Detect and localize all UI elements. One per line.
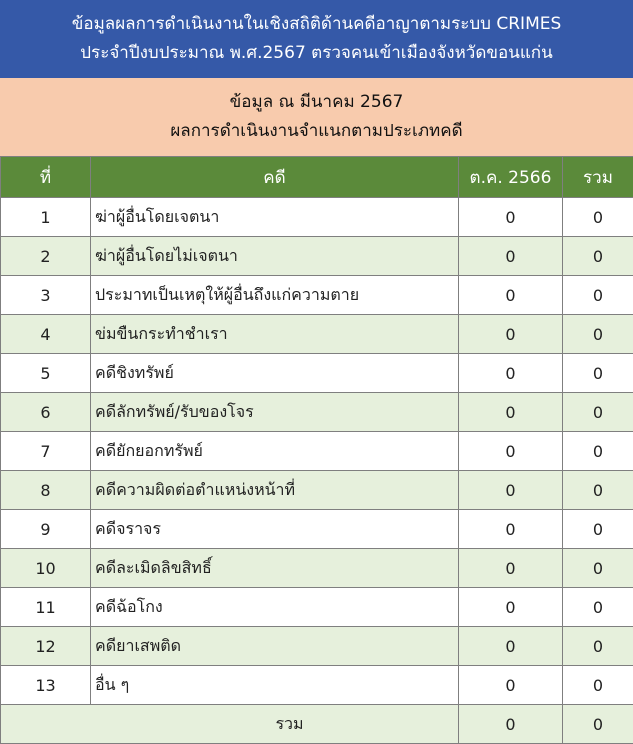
report-title-block	[0, 0, 633, 78]
table-row	[1, 276, 633, 315]
table-row	[1, 198, 633, 237]
row-oct-value: 0	[459, 276, 563, 315]
row-total-value: 0	[563, 588, 633, 627]
row-case-type: ฆ่าผู้อื่นโดยเจตนา	[91, 198, 459, 237]
row-case-type: ประมาทเป็นเหตุให้ผู้อื่นถึงแก่ความตาย	[91, 276, 459, 315]
row-oct-value: 0	[459, 354, 563, 393]
row-oct-value: 0	[459, 237, 563, 276]
row-case-type: คดีชิงทรัพย์	[91, 354, 459, 393]
case-statistics-table	[0, 156, 633, 744]
row-number: 1	[1, 198, 91, 237]
row-total-value: 0	[563, 432, 633, 471]
row-number: 12	[1, 627, 91, 666]
table-body	[1, 198, 633, 705]
table-row	[1, 315, 633, 354]
row-number: 13	[1, 666, 91, 705]
row-case-type: ฆ่าผู้อื่นโดยไม่เจตนา	[91, 237, 459, 276]
column-header-case: คดี	[91, 157, 459, 198]
row-number: 8	[1, 471, 91, 510]
total-sum-value: 0	[563, 705, 633, 744]
table-row	[1, 510, 633, 549]
row-number: 4	[1, 315, 91, 354]
table-row	[1, 354, 633, 393]
row-total-value: 0	[563, 510, 633, 549]
column-header-total: รวม	[563, 157, 633, 198]
row-oct-value: 0	[459, 510, 563, 549]
column-header-oct-2566: ต.ค. 2566	[459, 157, 563, 198]
row-number: 6	[1, 393, 91, 432]
report-title-line1: ข้อมูลผลการดำเนินงานในเชิงสถิติด้านคดีอาญาตามระบบ CRIMES	[0, 10, 633, 39]
report-subtitle-block	[0, 78, 633, 156]
row-case-type: คดีความผิดต่อตำแหน่งหน้าที่	[91, 471, 459, 510]
report-date: ข้อมูล ณ มีนาคม 2567	[0, 88, 633, 117]
row-number: 3	[1, 276, 91, 315]
row-oct-value: 0	[459, 588, 563, 627]
row-case-type: คดีจราจร	[91, 510, 459, 549]
row-oct-value: 0	[459, 627, 563, 666]
row-number: 9	[1, 510, 91, 549]
row-case-type: อื่น ๆ	[91, 666, 459, 705]
table-row	[1, 666, 633, 705]
table-total-row	[1, 705, 633, 744]
table-row	[1, 588, 633, 627]
row-total-value: 0	[563, 393, 633, 432]
row-number: 11	[1, 588, 91, 627]
row-total-value: 0	[563, 354, 633, 393]
row-oct-value: 0	[459, 198, 563, 237]
row-oct-value: 0	[459, 315, 563, 354]
row-oct-value: 0	[459, 471, 563, 510]
row-total-value: 0	[563, 666, 633, 705]
row-case-type: คดีละเมิดลิขสิทธิ์	[91, 549, 459, 588]
row-case-type: คดีฉ้อโกง	[91, 588, 459, 627]
row-oct-value: 0	[459, 549, 563, 588]
report-subtitle: ผลการดำเนินงานจำแนกตามประเภทคดี	[0, 117, 633, 146]
table-row	[1, 627, 633, 666]
row-total-value: 0	[563, 471, 633, 510]
table-row	[1, 237, 633, 276]
table-header-row	[1, 157, 633, 198]
row-case-type: คดีลักทรัพย์/รับของโจร	[91, 393, 459, 432]
row-number: 10	[1, 549, 91, 588]
table-row	[1, 549, 633, 588]
row-total-value: 0	[563, 276, 633, 315]
row-case-type: คดียาเสพติด	[91, 627, 459, 666]
row-number: 7	[1, 432, 91, 471]
row-total-value: 0	[563, 549, 633, 588]
table-row	[1, 393, 633, 432]
total-label: รวม	[1, 705, 459, 744]
table-row	[1, 432, 633, 471]
report-title-line2: ประจำปีงบประมาณ พ.ศ.2567 ตรวจคนเข้าเมืองจังหวัดขอนแก่น	[0, 39, 633, 68]
row-total-value: 0	[563, 627, 633, 666]
row-number: 2	[1, 237, 91, 276]
row-total-value: 0	[563, 198, 633, 237]
row-case-type: ข่มขืนกระทำชำเรา	[91, 315, 459, 354]
row-number: 5	[1, 354, 91, 393]
row-oct-value: 0	[459, 666, 563, 705]
row-oct-value: 0	[459, 393, 563, 432]
table-row	[1, 471, 633, 510]
total-oct-value: 0	[459, 705, 563, 744]
column-header-no: ที่	[1, 157, 91, 198]
row-total-value: 0	[563, 237, 633, 276]
row-oct-value: 0	[459, 432, 563, 471]
row-total-value: 0	[563, 315, 633, 354]
row-case-type: คดียักยอกทรัพย์	[91, 432, 459, 471]
